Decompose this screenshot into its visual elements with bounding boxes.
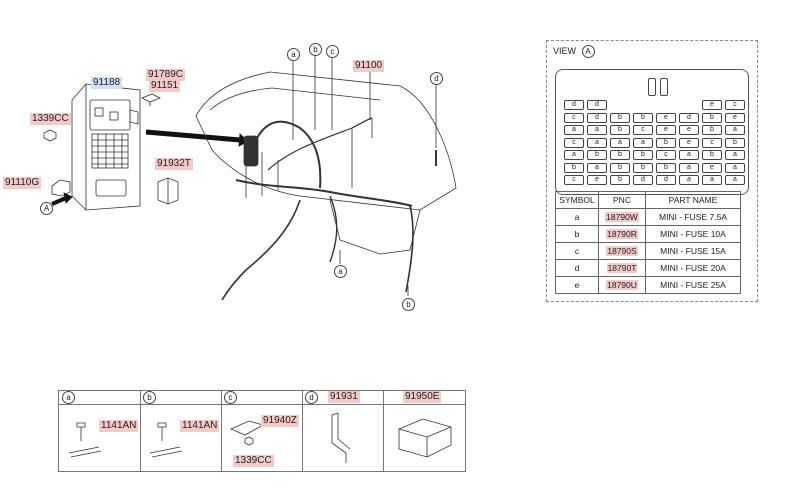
fuse-slot-e: e	[656, 113, 676, 123]
nut-1339cc-drawing	[44, 130, 56, 141]
fuse-slot-b: b	[633, 150, 653, 160]
legend-header-row	[556, 192, 741, 209]
fuse-slot-b: b	[702, 125, 722, 135]
harness-marker-b-top: b	[309, 43, 322, 56]
fuse-slot-a: a	[610, 138, 630, 148]
parts-cell-c	[221, 391, 303, 471]
legend-header-symbol: SYMBOL	[556, 192, 599, 209]
fuse-slot-d: d	[633, 175, 653, 185]
part-callout-91789c[interactable]: 91789C	[148, 69, 184, 80]
parts-callout-1339cc-c[interactable]: 1339CC	[235, 455, 272, 466]
junction-box-drawing	[72, 84, 140, 210]
legend-part-name: MINI - FUSE 15A	[646, 243, 741, 260]
fuse-slot-a: a	[564, 150, 584, 160]
legend-row	[556, 243, 741, 260]
fuse-slot-c: c	[725, 100, 745, 110]
parts-cell-letter: c	[224, 391, 237, 404]
fuse-slot-b: b	[725, 138, 745, 148]
fuse-slot-c: c	[564, 138, 584, 148]
relay-slot	[660, 78, 668, 96]
parts-cell-letter: a	[62, 391, 75, 404]
view-title-marker: A	[582, 45, 595, 58]
fuse-slot-b: b	[656, 138, 676, 148]
fuse-slot-d: d	[564, 100, 584, 110]
view-a-panel	[546, 40, 758, 302]
fuse-slot-e: e	[679, 125, 699, 135]
view-title	[553, 45, 595, 58]
bracket-91932t-drawing	[158, 178, 178, 204]
view-title-text: VIEW	[553, 45, 577, 56]
part-callout-91110g[interactable]: 91110G	[5, 177, 40, 188]
fuse-slot-d: d	[679, 113, 699, 123]
fuse-slot-a: a	[633, 138, 653, 148]
legend-header-part-name: PART NAME	[646, 192, 741, 209]
fuse-slot-a: a	[702, 175, 722, 185]
fuse-slot-a: a	[587, 125, 607, 135]
clip-91789c-drawing	[142, 94, 160, 106]
harness-marker-d-top: d	[430, 72, 443, 85]
fuse-slot-a: a	[679, 163, 699, 173]
parts-callout-1141an-a[interactable]: 1141AN	[101, 420, 137, 431]
fuse-slot-a: a	[725, 150, 745, 160]
part-callout-91188[interactable]: 91188	[93, 77, 121, 88]
harness-marker-a-top: a	[287, 48, 300, 61]
fuse-slot-a: a	[725, 163, 745, 173]
legend-part-name: MINI - FUSE 10A	[646, 226, 741, 243]
harness-marker-a-low: a	[334, 265, 347, 278]
fuse-slot-b: b	[610, 125, 630, 135]
legend-pnc[interactable]: 18790S	[607, 246, 637, 256]
fuse-slot-a: a	[725, 125, 745, 135]
fuse-slot-e: e	[702, 163, 722, 173]
legend-symbol: d	[556, 260, 599, 277]
part-callout-91100[interactable]: 91100	[355, 60, 383, 71]
fuse-slot-b: b	[610, 150, 630, 160]
fuse-slot-c: c	[702, 138, 722, 148]
legend-pnc[interactable]: 18790T	[607, 263, 637, 273]
harness-marker-c-top: c	[326, 45, 339, 58]
legend-row	[556, 260, 741, 277]
parts-callout-1141an-b[interactable]: 1141AN	[182, 420, 218, 431]
fuse-slot-b: b	[633, 163, 653, 173]
fuse-slot-b: b	[702, 150, 722, 160]
legend-row	[556, 277, 741, 294]
fuse-slot-e: e	[725, 113, 745, 123]
parts-cell-b	[140, 391, 222, 471]
legend-row	[556, 226, 741, 243]
fuse-slot-e: e	[679, 138, 699, 148]
legend-symbol: c	[556, 243, 599, 260]
fuse-block-drawing	[393, 413, 457, 465]
part-callout-1339cc[interactable]: 1339CC	[32, 113, 69, 124]
parts-cell-d	[302, 391, 384, 471]
fuse-slot-c: c	[564, 113, 584, 123]
parts-cell-e	[383, 391, 465, 471]
legend-pnc[interactable]: 18790W	[606, 212, 638, 222]
legend-part-name: MINI - FUSE 7.5A	[646, 209, 741, 226]
legend-header-pnc: PNC	[599, 192, 646, 209]
legend-part-name: MINI - FUSE 20A	[646, 260, 741, 277]
fuse-slot-d: d	[656, 175, 676, 185]
harness-marker-b-low: b	[402, 298, 415, 311]
part-callout-91151[interactable]: 91151	[151, 80, 179, 91]
fuse-slot-b: b	[610, 113, 630, 123]
fuse-slot-b: b	[633, 113, 653, 123]
fuse-slot-a: a	[587, 138, 607, 148]
legend-pnc[interactable]: 18790U	[607, 280, 637, 290]
legend-pnc[interactable]: 18790R	[607, 229, 637, 239]
parts-cell-a	[59, 391, 141, 471]
fuse-slot-a: a	[725, 175, 745, 185]
fuse-slot-c: c	[633, 125, 653, 135]
legend-row	[556, 209, 741, 226]
fuse-slot-d: d	[587, 100, 607, 110]
fuse-slot-e: e	[656, 125, 676, 135]
legend-symbol: e	[556, 277, 599, 294]
fuse-slot-e: e	[702, 100, 722, 110]
parts-callout-91931[interactable]: 91931	[330, 391, 358, 402]
legend-part-name: MINI - FUSE 25A	[646, 277, 741, 294]
legend-symbol: b	[556, 226, 599, 243]
fuse-slot-a: a	[564, 125, 584, 135]
bracket-drawing	[322, 411, 362, 467]
relay-slot	[648, 78, 656, 96]
fuse-slot-c: c	[656, 150, 676, 160]
parts-cell-letter: b	[143, 391, 156, 404]
fuse-slot-d: d	[587, 113, 607, 123]
fuse-slot-a: a	[679, 175, 699, 185]
legend-symbol: a	[556, 209, 599, 226]
fuse-slot-a: a	[679, 150, 699, 160]
fuse-slot-b: b	[610, 163, 630, 173]
fuse-slot-c: c	[564, 175, 584, 185]
fuse-slot-b: b	[587, 150, 607, 160]
fuse-slot-b: b	[656, 163, 676, 173]
fuse-box	[555, 69, 749, 195]
fuse-slot-b: b	[702, 113, 722, 123]
fuse-slot-a: a	[587, 163, 607, 173]
fuse-slot-b: b	[610, 175, 630, 185]
fuse-legend-table	[555, 191, 741, 294]
parts-callout-91950e[interactable]: 91950E	[405, 391, 440, 402]
view-a-marker: A	[40, 202, 53, 215]
parts-callout-91940z[interactable]: 91940Z	[263, 415, 297, 426]
parts-cell-letter: d	[305, 391, 318, 404]
parts-detail-table	[58, 390, 466, 472]
bracket-91110g-drawing	[52, 180, 70, 196]
fuse-slot-e: e	[587, 175, 607, 185]
fuse-slot-b: b	[564, 163, 584, 173]
part-callout-91932t[interactable]: 91932T	[157, 158, 191, 169]
